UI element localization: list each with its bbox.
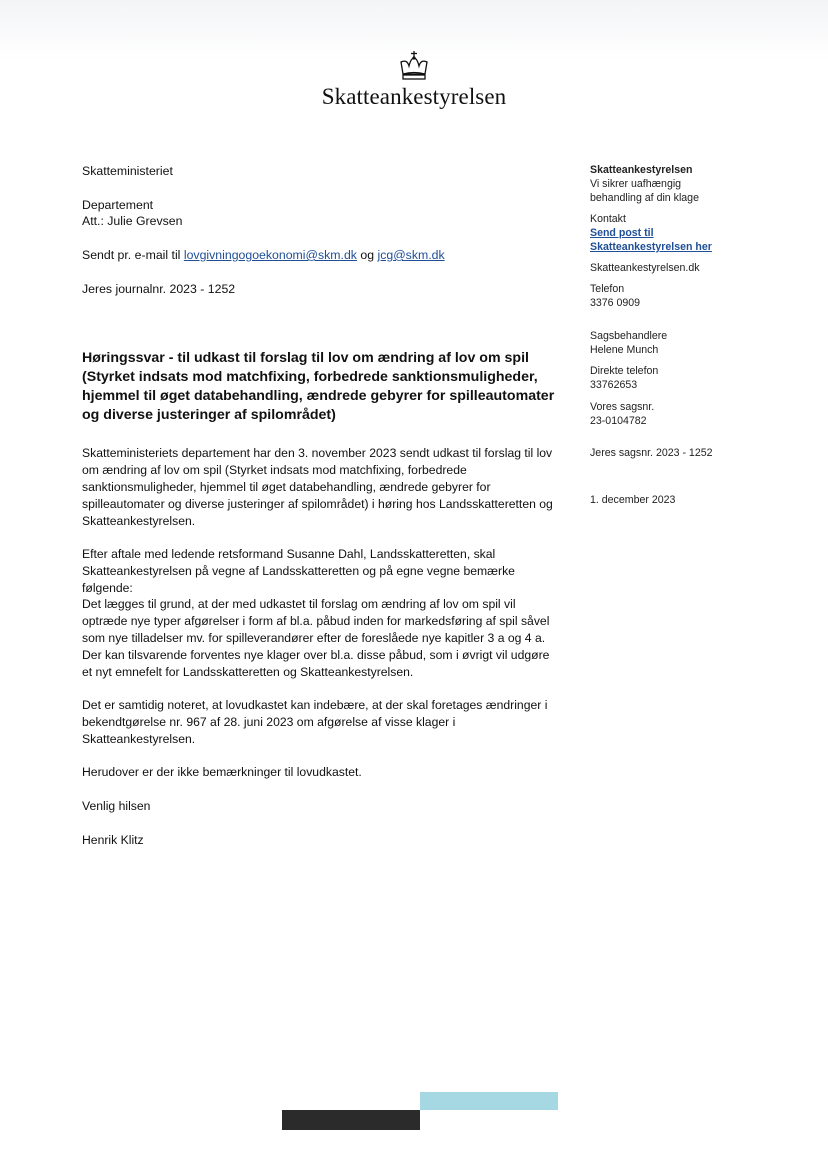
direct-phone: 33762653 [590, 379, 638, 391]
recipient-ministry: Skatteministeriet [82, 164, 173, 178]
recipient-department: Departement [82, 198, 154, 212]
paragraph-4: Det er samtidig noteret, at lovudkastet kan indebære, at der skal foretages ændringer i bekendtgørelse nr. 967 af 28. juni 2023 om afgørelse af visse klager i Skatteankestyrelsen. [82, 698, 548, 746]
redaction-bar-blue [420, 1092, 558, 1110]
email-link-jcg[interactable]: jcg@skm.dk [377, 248, 445, 262]
your-ref: Jeres sagsnr. 2023 - 1252 [590, 447, 713, 459]
crown-icon [398, 50, 430, 82]
contact-link-1[interactable]: Send post til [590, 227, 654, 239]
letter-heading: Høringssvar - til udkast til forslag til lov om ændring af lov om spil (Styrket indsats mod matchfixing, forbedrede sanktionsmuligheder, hjemmel til øget databehandling, ændrede gebyrer for spilleautomater og diverse justeringer af spilområdet) [82, 350, 555, 423]
contact-link-2[interactable]: Skatteankestyrelsen her [590, 241, 712, 253]
letter-date: 1. december 2023 [590, 494, 676, 506]
caseworker-name: Helene Munch [590, 344, 659, 356]
redaction-bar-black [282, 1110, 420, 1130]
org-name: Skatteankestyrelsen [321, 84, 507, 109]
paragraph-1: Skatteministeriets departement har den 3. november 2023 sendt udkast til forslag til lov om ændring af lov om spil (Styrket indsats mod matchfixing, forbedrede sanktionsmuligheder, hjemmel til øget databehandling, ændrede gebyrer for spilleautomater og diverse justeringer af spilområdet) i høring hos Landsskatteretten og Skatteankestyrelsen. [82, 446, 553, 528]
sidebar-tagline-1: Vi sikrer uafhængig [590, 178, 682, 190]
direct-phone-label: Direkte telefon [590, 365, 659, 377]
recipient-attention: Att.: Julie Grevsen [82, 214, 183, 228]
our-ref-label: Vores sagsnr. [590, 401, 655, 413]
sent-prefix: Sendt pr. e-mail til [82, 248, 184, 262]
caseworker-label: Sagsbehandlere [590, 330, 668, 342]
sent-middle: og [356, 248, 378, 262]
phone-label: Telefon [590, 283, 625, 295]
our-ref: 23-0104782 [590, 415, 647, 427]
contact-link-line-2[interactable] [590, 240, 712, 255]
sidebar-tagline-2: behandling af din klage [590, 192, 699, 204]
closing: Venlig hilsen [82, 799, 151, 813]
website: Skatteankestyrelsen.dk [590, 262, 700, 274]
paragraph-2: Efter aftale med ledende retsformand Susanne Dahl, Landsskatteretten, skal Skatteankestyrelsen på vegne af Landsskatteretten og på egne vegne bemærke følgende: [82, 547, 515, 595]
letterhead [0, 50, 828, 110]
journal-number: Jeres journalnr. 2023 - 1252 [82, 282, 236, 296]
contact-link-line-1[interactable] [590, 226, 654, 241]
sent-by-email-line [82, 247, 445, 264]
paragraph-5: Herudover er der ikke bemærkninger til lovudkastet. [82, 765, 362, 779]
contact-label: Kontakt [590, 213, 626, 225]
paragraph-3: Det lægges til grund, at der med udkastet til forslag om ændring af lov om spil vil optræde nye typer afgørelser i form af bl.a. påbud inden for markedsføring af spil såvel som nye tilladelser mv. for spilleverandører efter de foreslåede nye kapitler 3 a og 4 a. Der kan tilsvarende forventes nye klager over bl.a. disse påbud, som i øvrigt vil udgøre et nyt emnefelt for Landsskatteretten og Skatteankestyrelsen. [82, 597, 550, 679]
sidebar-org: Skatteankestyrelsen [590, 164, 693, 176]
email-link-lovgivning[interactable]: lovgivningogoekonomi@skm.dk [183, 248, 357, 262]
signature: Henrik Klitz [82, 833, 144, 847]
phone-number: 3376 0909 [590, 297, 641, 309]
